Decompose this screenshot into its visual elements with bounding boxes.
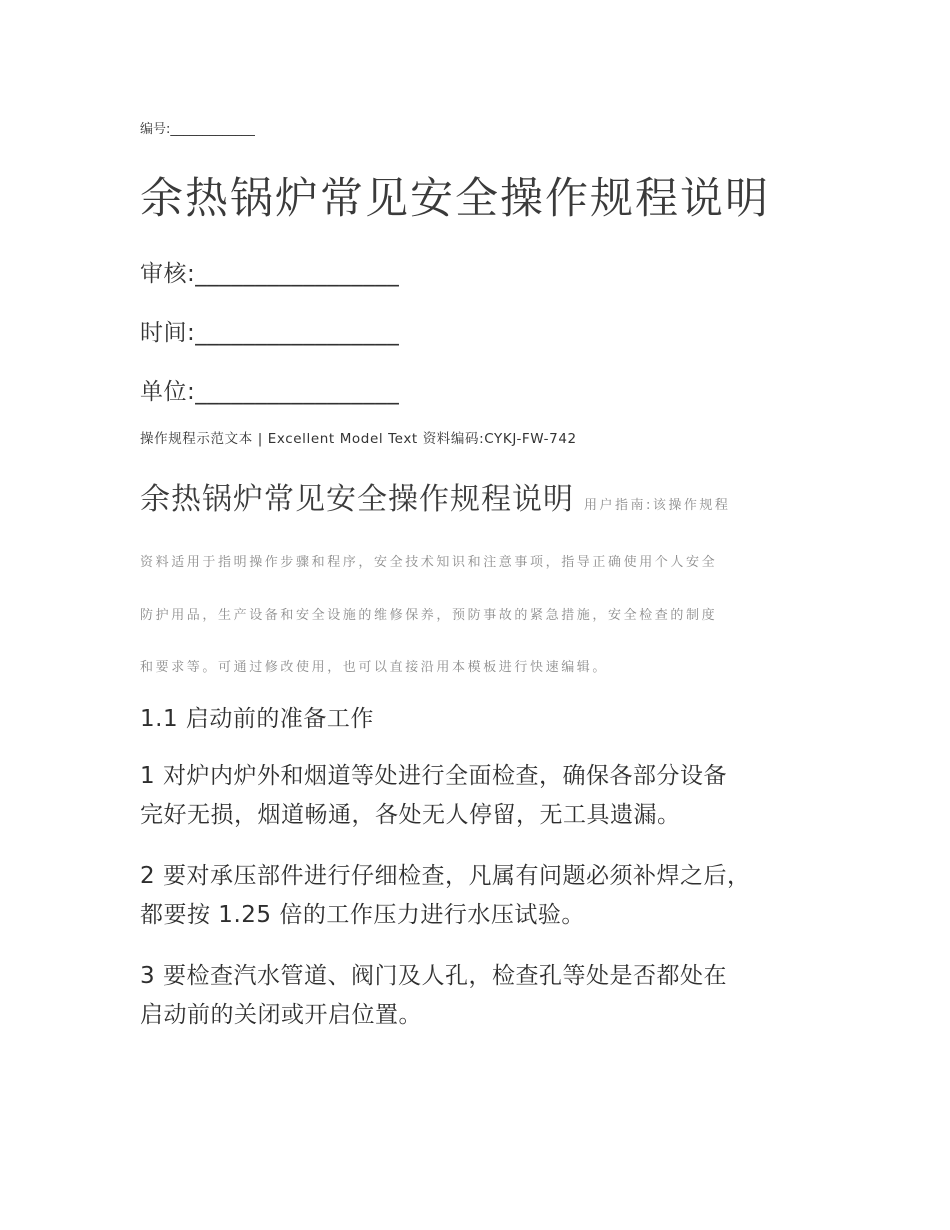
intro-heading-block <box>140 474 830 518</box>
guide-line-2: 资料适用于指明操作步骤和程序，安全技术知识和注意事项，指导正确使用个人安全 <box>140 555 718 570</box>
guide-line-4: 和要求等。可通过修改使用，也可以直接沿用本模板进行快速编辑。 <box>140 660 609 675</box>
paragraph-3 <box>140 957 840 1035</box>
paragraph-1-line-2: 完好无损，烟道畅通，各处无人停留，无工具遗漏。 <box>140 802 681 828</box>
guide-line-1: 用户指南:该操作规程 <box>584 498 731 513</box>
doc-number-field: 编号:_____________ <box>140 122 255 137</box>
paragraph-2-line-2: 都要按 1.25 倍的工作压力进行水压试验。 <box>140 902 585 928</box>
document-title: 余热锅炉常见安全操作规程说明 <box>140 174 770 224</box>
unit-field: 单位:_________________ <box>140 379 400 405</box>
paragraph-1-line-1: 1 对炉内炉外和烟道等处进行全面检查，确保各部分设备 <box>140 763 727 789</box>
time-field: 时间:_________________ <box>140 320 400 346</box>
guide-line-3: 防护用品，生产设备和安全设施的维修保养，预防事故的紧急措施，安全检查的制度 <box>140 608 718 623</box>
section-heading: 1.1 启动前的准备工作 <box>140 706 374 732</box>
paragraph-1 <box>140 757 840 835</box>
model-text-line: 操作规程示范文本 | Excellent Model Text 资料编码:CYKJ-FW-742 <box>140 431 577 447</box>
review-field: 审核:_________________ <box>140 261 400 287</box>
paragraph-2-line-1: 2 要对承压部件进行仔细检查，凡属有问题必须补焊之后， <box>140 863 751 889</box>
paragraph-3-line-1: 3 要检查汽水管道、阀门及人孔，检查孔等处是否都处在 <box>140 963 727 989</box>
intro-subtitle: 余热锅炉常见安全操作规程说明 <box>140 482 574 517</box>
paragraph-3-line-2: 启动前的关闭或开启位置。 <box>140 1002 422 1028</box>
paragraph-2 <box>140 857 840 935</box>
